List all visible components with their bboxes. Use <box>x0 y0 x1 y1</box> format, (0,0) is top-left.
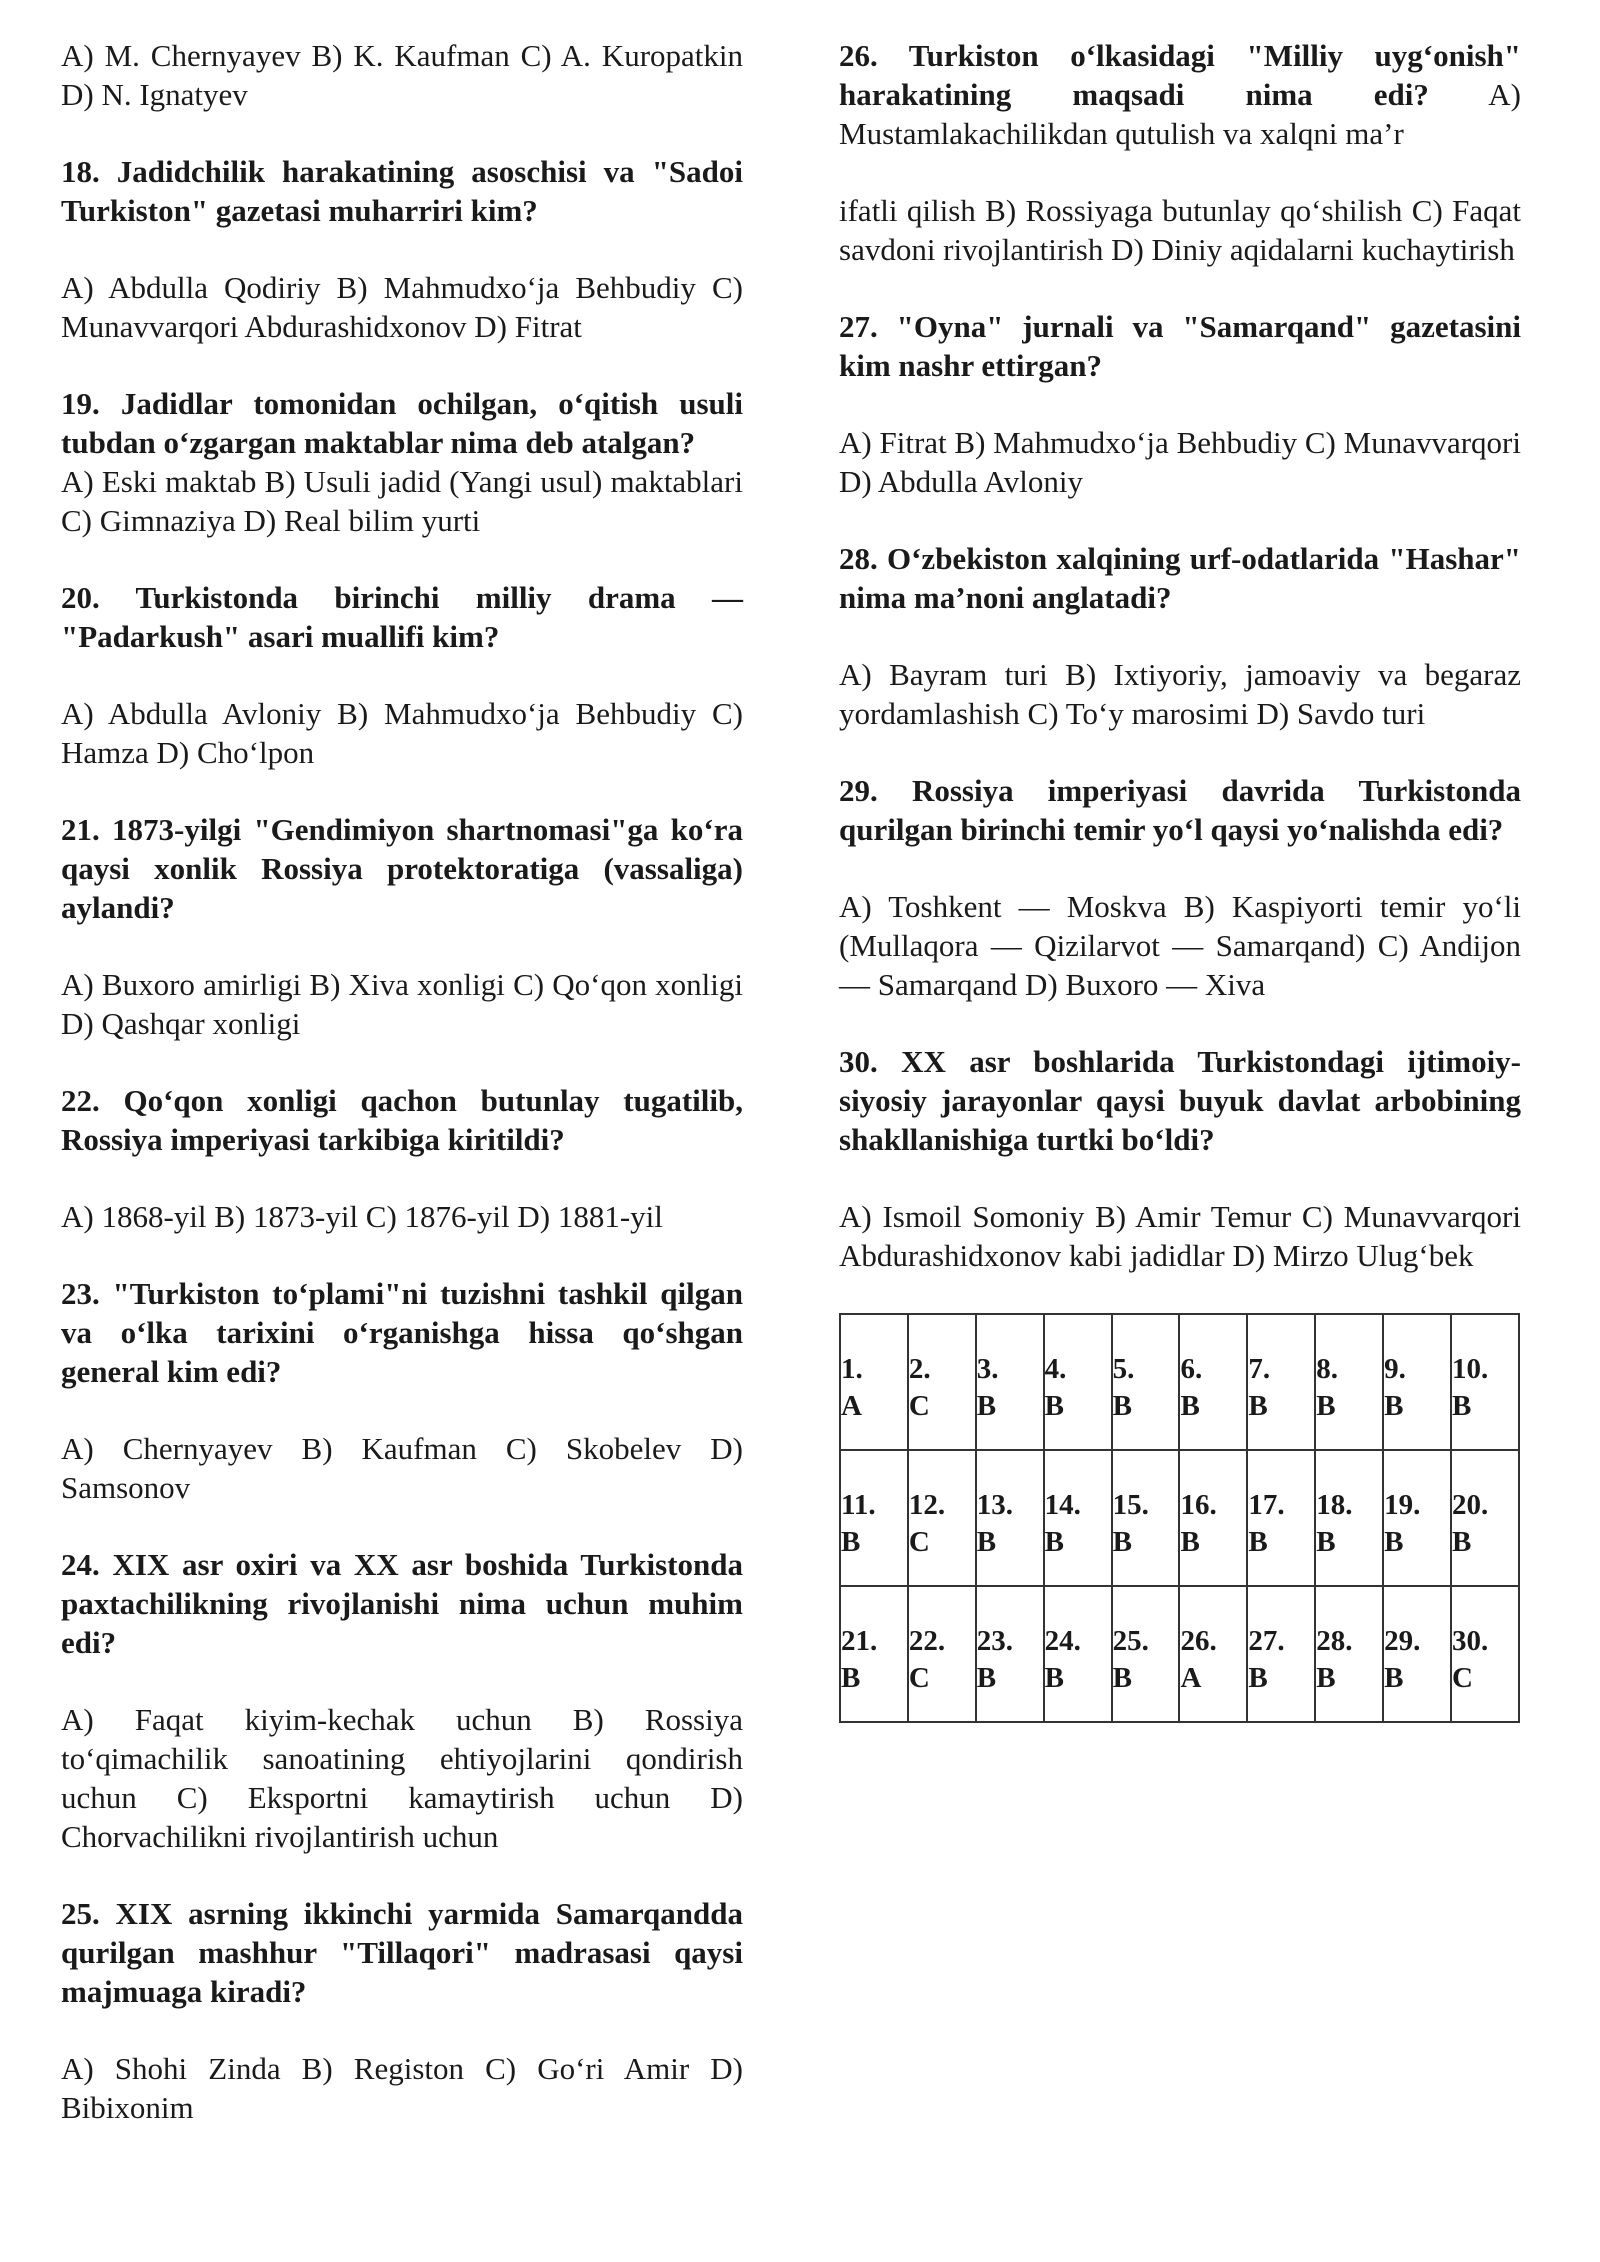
answer-key-number: 29. <box>1384 1625 1421 1657</box>
answer-key-cell <box>840 1314 908 1450</box>
question-20: 20. Turkistonda birinchi milliy drama — "Padarkush" asari muallifi kim? <box>61 580 743 654</box>
answer-key-cell <box>1179 1450 1247 1586</box>
answer-key-cell <box>1315 1450 1383 1586</box>
answer-key-cell <box>1112 1450 1180 1586</box>
question-28: 28. O‘zbekiston xalqining urf-odatlarida "Hashar" nima ma’noni anglatadi? <box>839 541 1521 615</box>
answer-key-letter: B <box>1316 1390 1336 1422</box>
answer-key-letter: B <box>1248 1662 1268 1694</box>
answer-key-row <box>840 1586 1519 1722</box>
answer-key-number: 17. <box>1248 1489 1285 1521</box>
answer-key-letter: B <box>1248 1390 1268 1422</box>
answer-options-19: A) Eski maktab B) Usuli jadid (Yangi usul) maktablari C) Gimnaziya D) Real bilim yurti <box>61 464 743 538</box>
answer-key-letter: C <box>908 1526 930 1558</box>
answer-key-letter: C <box>908 1662 930 1694</box>
answer-key-letter: B <box>1112 1390 1132 1422</box>
answer-options-20: A) Abdulla Avloniy B) Mahmudxo‘ja Behbudiy C) Hamza D) Cho‘lpon <box>61 696 743 770</box>
answer-key-letter: B <box>1316 1662 1336 1694</box>
question-29: 29. Rossiya imperiyasi davrida Turkistonda qurilgan birinchi temir yo‘l qaysi yo‘nalishda edi? <box>839 773 1521 847</box>
answer-key-cell <box>840 1586 908 1722</box>
answer-key-cell <box>1383 1586 1451 1722</box>
answer-key-cell <box>1247 1586 1315 1722</box>
answer-key-cell <box>1179 1314 1247 1450</box>
answer-key-cell <box>1383 1314 1451 1450</box>
answer-key-letter: B <box>1452 1390 1472 1422</box>
answer-key-cell <box>1247 1450 1315 1586</box>
answer-key-number: 22. <box>908 1625 946 1657</box>
answer-key-letter: B <box>1044 1526 1065 1558</box>
answer-key-letter: B <box>1384 1390 1404 1422</box>
answer-options-29: A) Toshkent — Moskva B) Kaspiyorti temir yo‘li (Mullaqora — Qizilarvot — Samarqand) C) Andijon — Samarqand D) Buxoro — Xiva <box>839 889 1521 1002</box>
answer-key-letter: B <box>841 1526 861 1558</box>
answer-key-number: 25. <box>1112 1625 1149 1657</box>
answer-key-number: 30. <box>1452 1625 1489 1657</box>
answer-key-number: 10. <box>1452 1353 1489 1385</box>
answer-key-number: 4. <box>1044 1353 1067 1385</box>
question-25: 25. XIX asrning ikkinchi yarmida Samarqandda qurilgan mashhur "Tillaqori" madrasasi qaysi majmuaga kiradi? <box>61 1896 743 2009</box>
answer-options-18: A) Abdulla Qodiriy B) Mahmudxo‘ja Behbudiy C) Munavvarqori Abdurashidxonov D) Fitrat <box>61 270 743 344</box>
answer-key-number: 28. <box>1316 1625 1353 1657</box>
answer-key-letter: B <box>1316 1526 1336 1558</box>
answer-key-number: 16. <box>1180 1489 1217 1521</box>
question-23: 23. "Turkiston to‘plami"ni tuzishni tashkil qilgan va o‘lka tarixini o‘rganishga hissa qo‘shgan general kim edi? <box>61 1276 743 1389</box>
answer-key-letter: A <box>1180 1662 1202 1694</box>
left-column <box>61 36 743 2127</box>
answer-key-letter: B <box>1384 1526 1404 1558</box>
question-27: 27. "Oyna" jurnali va "Samarqand" gazetasini kim nashr ettirgan? <box>839 309 1521 383</box>
question-26-block <box>839 36 1521 153</box>
answer-key-row <box>840 1314 1519 1450</box>
answer-key-number: 1. <box>841 1353 863 1385</box>
answer-key-letter: B <box>976 1526 997 1558</box>
answer-key-number: 5. <box>1112 1353 1135 1385</box>
right-column <box>839 36 1521 1723</box>
answer-key-cell <box>908 1586 976 1722</box>
answer-key-number: 15. <box>1112 1489 1149 1521</box>
answer-key-cell <box>1451 1314 1519 1450</box>
answer-options-25: A) Shohi Zinda B) Registon C) Go‘ri Amir D) Bibixonim <box>61 2051 743 2125</box>
answer-options-30: A) Ismoil Somoniy B) Amir Temur C) Munavvarqori Abdurashidxonov kabi jadidlar D) Mirzo Ulug‘bek <box>839 1199 1521 1273</box>
answer-key-cell <box>1247 1314 1315 1450</box>
question-21: 21. 1873-yilgi "Gendimiyon shartnomasi"ga ko‘ra qaysi xonlik Rossiya protektoratiga (vassaliga) aylandi? <box>61 812 743 925</box>
answer-options-26-cont: ifatli qilish B) Rossiyaga butunlay qo‘shilish C) Faqat savdoni rivojlantirish D) Diniy aqidalarni kuchaytirish <box>839 193 1521 267</box>
answer-options-24: A) Faqat kiyim-kechak uchun B) Rossiya to‘qimachilik sanoatining ehtiyojlarini qondirish uchun C) Eksportni kamaytirish uchun D) Chorvachilikni rivojlantirish uchun <box>61 1702 743 1854</box>
answer-key-number: 13. <box>976 1489 1014 1521</box>
answer-key-number: 27. <box>1248 1625 1285 1657</box>
answer-key-cell <box>1044 1314 1112 1450</box>
answer-key-letter: B <box>1112 1662 1132 1694</box>
answer-key-cell <box>1451 1586 1519 1722</box>
answer-options-27: A) Fitrat B) Mahmudxo‘ja Behbudiy C) Munavvarqori D) Abdulla Avloniy <box>839 425 1521 499</box>
question-26: 26. Turkiston o‘lkasidagi "Milliy uyg‘onish" harakatining maqsadi nima edi? <box>839 38 1521 112</box>
answer-key-letter: B <box>1112 1526 1132 1558</box>
answer-options-26-start: A) Mustamlakachilikdan qutulish va xalqni ma’r <box>839 77 1522 151</box>
answer-key-number: 8. <box>1316 1353 1338 1385</box>
answer-options-23: A) Chernyayev B) Kaufman C) Skobelev D) Samsonov <box>61 1431 743 1505</box>
answer-key-number: 12. <box>908 1489 946 1521</box>
answer-key-cell <box>1044 1450 1112 1586</box>
answer-key-cell <box>908 1450 976 1586</box>
answer-key-cell <box>976 1586 1044 1722</box>
answer-key-letter: C <box>908 1390 930 1422</box>
answer-key-cell <box>1044 1586 1112 1722</box>
answer-key-letter: C <box>1452 1662 1473 1694</box>
answer-key-number: 21. <box>841 1625 878 1657</box>
answer-key-cell <box>976 1450 1044 1586</box>
question-30: 30. XX asr boshlarida Turkistondagi ijtimoiy-siyosiy jarayonlar qaysi buyuk davlat arbobining shakllanishiga turtki bo‘ldi? <box>839 1044 1521 1157</box>
answer-key-cell <box>1315 1586 1383 1722</box>
question-24: 24. XIX asr oxiri va XX asr boshida Turkistonda paxtachilikning rivojlanishi nima uchun muhim edi? <box>61 1547 743 1660</box>
answer-key-number: 19. <box>1384 1489 1421 1521</box>
question-19: 19. Jadidlar tomonidan ochilgan, o‘qitish usuli tubdan o‘zgargan maktablar nima deb atalgan? <box>61 386 743 460</box>
answer-key-letter: A <box>841 1390 862 1422</box>
answer-key-cell <box>1112 1314 1180 1450</box>
answer-key-cell <box>908 1314 976 1450</box>
answer-key-cell <box>1179 1586 1247 1722</box>
answer-key-number: 9. <box>1384 1353 1406 1385</box>
answer-key-letter: B <box>1180 1526 1200 1558</box>
answer-key-letter: B <box>1044 1662 1065 1694</box>
answer-key-cell <box>1315 1314 1383 1450</box>
answer-key-letter: B <box>976 1662 997 1694</box>
answer-key-number: 14. <box>1044 1489 1081 1521</box>
answer-key-cell <box>1112 1586 1180 1722</box>
answer-key-number: 3. <box>976 1353 999 1385</box>
answer-key-number: 23. <box>976 1625 1014 1657</box>
answer-key-letter: B <box>976 1390 997 1422</box>
question-18: 18. Jadidchilik harakatining asoschisi va "Sadoi Turkiston" gazetasi muharriri kim? <box>61 154 743 228</box>
answer-key-letter: B <box>1044 1390 1065 1422</box>
answer-key-number: 2. <box>908 1353 931 1385</box>
answer-options-17: A) M. Chernyayev B) K. Kaufman C) A. Kuropatkin D) N. Ignatyev <box>61 38 743 112</box>
answer-key-number: 26. <box>1180 1625 1217 1657</box>
answer-key-letter: B <box>841 1662 861 1694</box>
answer-key-row <box>840 1450 1519 1586</box>
question-22: 22. Qo‘qon xonligi qachon butunlay tugatilib, Rossiya imperiyasi tarkibiga kiritildi? <box>61 1083 743 1157</box>
answer-key-cell <box>840 1450 908 1586</box>
answer-options-28: A) Bayram turi B) Ixtiyoriy, jamoaviy va begaraz yordamlashish C) To‘y marosimi D) Savdo turi <box>839 657 1521 731</box>
answer-options-22: A) 1868-yil B) 1873-yil C) 1876-yil D) 1881-yil <box>61 1199 663 1234</box>
answer-key-letter: B <box>1384 1662 1404 1694</box>
answer-key-cell <box>1383 1450 1451 1586</box>
answer-key-cell <box>976 1314 1044 1450</box>
answer-key-letter: B <box>1452 1526 1472 1558</box>
answer-options-21: A) Buxoro amirligi B) Xiva xonligi C) Qo‘qon xonligi D) Qashqar xonligi <box>61 967 743 1041</box>
answer-key-number: 6. <box>1180 1353 1203 1385</box>
answer-key-number: 24. <box>1044 1625 1081 1657</box>
answer-key-letter: B <box>1180 1390 1200 1422</box>
answer-key-number: 7. <box>1248 1353 1271 1385</box>
answer-key-cell <box>1451 1450 1519 1586</box>
answer-key-number: 11. <box>841 1489 876 1521</box>
answer-key-number: 20. <box>1452 1489 1489 1521</box>
answer-key-number: 18. <box>1316 1489 1353 1521</box>
answer-key-table <box>839 1313 1520 1723</box>
answer-key-letter: B <box>1248 1526 1268 1558</box>
